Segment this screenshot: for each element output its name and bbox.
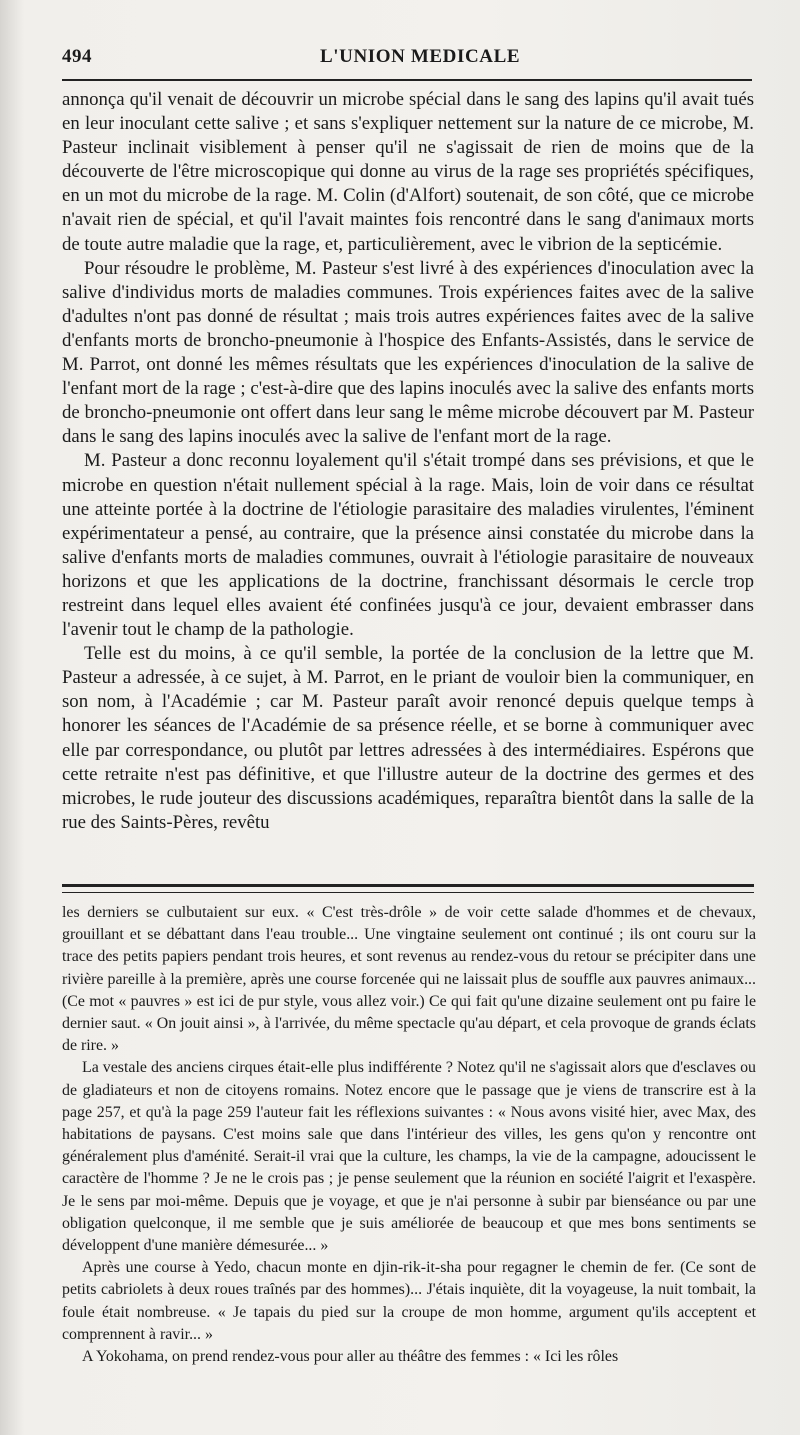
main-paragraph: annonça qu'il venait de découvrir un microbe spécial dans le sang des lapins qu'il avait tués en leur inoculant cette salive ; et sans s'expliquer nettement sur la nature de ce microbe, M. Pasteur inclinait visiblement à penser qu'il ne s'agissait de rien de moins que de la découverte de l'être microscopique qui donne au virus de la rage ses propriétés spécifiques, en un mot du microbe de la rage. M. Colin (d'Alfort) soutenait, de son côté, que ce microbe n'avait rien de spécial, et qu'il l'avait maintes fois rencontré dans le sang d'animaux morts de toute autre maladie que la rage, et, particulièrement, avec le vibrion de la septicémie.	[62, 89, 754, 255]
main-paragraph: Telle est du moins, à ce qu'il semble, la portée de la conclusion de la lettre que M. Pasteur a adressée, à ce sujet, à M. Parrot, en le priant de vouloir bien la communiquer, en son nom, à l'Académie ; car M. Pasteur paraît avoir renoncé depuis quelque temps à honorer les séances de l'Académie de sa présence réelle, et se borne à communiquer avec elle par correspondance, ou plutôt par lettres adressées à des intermédiaires. Espérons que cette retraite n'est pas définitive, et que l'illustre auteur de la doctrine des germes et des microbes, le rude jouteur des discussions académiques, reparaîtra bientôt dans la salle de la rue des Saints-Pères, revêtu	[62, 643, 754, 833]
page-header	[62, 46, 752, 74]
footnote-paragraph: Après une course à Yedo, chacun monte en djin-rik-it-sha pour regagner le chemin de fer. (Ce sont de petits cabriolets à deux roues traînés par des hommes)... J'étais inquiète, dit la voyageuse, la nuit tombait, la foule était nombreuse. « Je tapais du pied sur la croupe de mon homme, argument qu'ils acceptent et comprennent à ravir... »	[62, 1259, 756, 1343]
page-number: 494	[62, 46, 92, 67]
footnote-paragraph: les derniers se culbutaient sur eux. « C'est très-drôle » de voir cette salade d'hommes et de chevaux, grouillant et se débattant dans l'eau trouble... Une vingtaine seulement ont continué ; ils ont couru sur la trace des petits papiers pendant trois heures, et sont revenus au rendez-vous du retour se précipiter dans une rivière pareille à la première, après une course forcenée qui ne laissait plus de souffle aux pauvres animaux... (Ce mot « pauvres » est ici de pur style, vous allez voir.) Ce qui fait qu'une dizaine seulement ont pu faire le dernier saut. « On jouit ainsi », à l'arrivée, du même spectacle qu'au départ, et cela provoque de grands éclats de rire. »	[62, 904, 756, 1055]
footnote-paragraph: A Yokohama, on prend rendez-vous pour aller au théâtre des femmes : « Ici les rôles	[82, 1348, 619, 1366]
footnotes	[62, 902, 756, 1368]
footnote-rule	[62, 884, 754, 893]
footnote-paragraph: La vestale des anciens cirques était-elle plus indifférente ? Notez qu'il ne s'agissait alors que d'esclaves ou de gladiateurs et non de citoyens romains. Notez encore que le passage que je viens de transcrire est à la page 257, et qu'à la page 259 l'auteur fait les réflexions suivantes : « Nous avons visité hier, avec Max, des habitations de paysans. C'est moins sale que dans l'intérieur des villes, les gens qu'on y rencontre ont généralement plus d'aménité. Serait-il vrai que la culture, les champs, la vie de la campagne, adoucissent le caractère de l'homme ? Je ne le crois pas ; je pense seulement que la réunion en société l'aigrit et l'exaspère. Je le sens par moi-même. Depuis que je voyage, et que je n'ai personne à subir par bienséance ou par une obligation quelconque, il me semble que je suis améliorée de beaucoup et que mes bons sentiments se développent d'une manière démesurée... »	[62, 1059, 756, 1255]
header-rule	[62, 79, 752, 81]
main-paragraph: M. Pasteur a donc reconnu loyalement qu'il s'était trompé dans ses prévisions, et que le microbe en question n'était nullement spécial à la rage. Mais, loin de voir dans ce résultat une atteinte portée à la doctrine de l'étiologie parasitaire des maladies virulentes, l'éminent expérimentateur a pensé, au contraire, que la présence ainsi constatée du microbe dans la salive d'enfants morts de maladies communes, ouvrait à l'étiologie parasitaire de nouveaux horizons et que les applications de la doctrine, franchissant désormais le cercle trop restreint dans lequel elles avaient été confinées jusqu'à ce jour, devaient embrasser dans l'avenir tout le champ de la pathologie.	[62, 450, 754, 641]
journal-title: L'UNION MEDICALE	[320, 46, 521, 67]
main-paragraph: Pour résoudre le problème, M. Pasteur s'est livré à des expériences d'inoculation avec la salive d'individus morts de maladies communes. Trois expériences faites avec de la salive d'adultes n'ont pas donné de résultat ; mais trois autres expériences faites avec de la salive d'enfants morts de broncho-pneumonie à l'hospice des Enfants-Assistés, dans le service de M. Parrot, ont donné les mêmes résultats que les expériences d'inoculation de la salive de l'enfant mort de la rage ; c'est-à-dire que des lapins inoculés avec la salive des enfants morts de broncho-pneumonie ont offert dans leur sang le même microbe découvert par M. Pasteur dans le sang des lapins inoculés avec la salive de l'enfant mort de la rage.	[62, 257, 754, 448]
main-text	[62, 88, 754, 835]
